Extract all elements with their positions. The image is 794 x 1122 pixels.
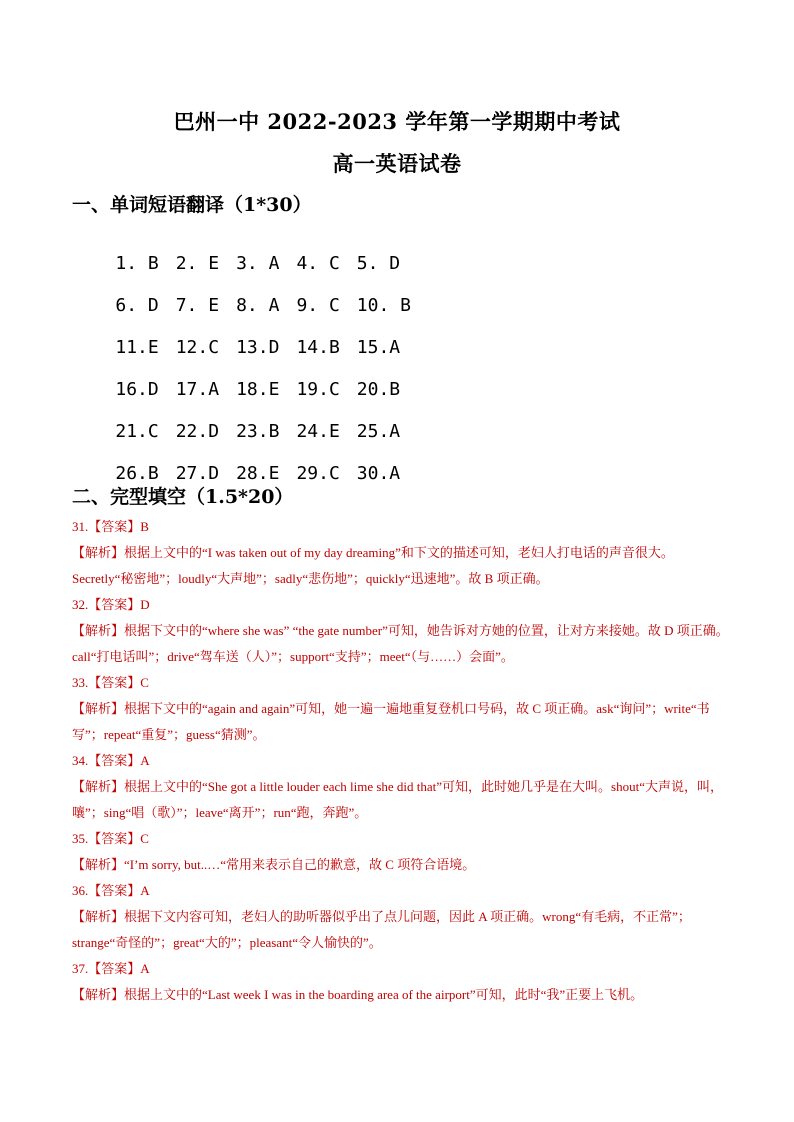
question-explanation: 【解析】根据下文中的“again and again”可知，她一遍一遍地重复登机口号码，故 C 项正确。ask“询问”；write“书写”；repeat“重复”；guess“猜测”。 xyxy=(72,701,710,742)
answer-item: 29.C xyxy=(296,463,340,484)
answer-item: 5. D xyxy=(356,253,401,274)
page-subtitle: 高一英语试卷 xyxy=(332,151,462,176)
answer-item: 10. B xyxy=(356,295,411,316)
section-heading-vocab: 一、单词短语翻译（1*30） xyxy=(72,194,312,216)
question-block xyxy=(72,878,732,956)
question-answer: 35.【答案】C xyxy=(72,831,149,846)
question-explanation: 【解析】根据上文中的“Last week I was in the boarding area of the airport”可知，此时“我”正要上飞机。 xyxy=(72,987,644,1002)
answer-item: 7. E xyxy=(175,295,220,316)
answer-item: 26.B xyxy=(115,463,159,484)
answer-item: 24.E xyxy=(296,421,340,442)
answer-item: 15.A xyxy=(356,337,401,358)
question-explanation: 【解析】根据上文中的“I was taken out of my day dreaming”和下文的描述可知，老妇人打电话的声音很大。Secretly“秘密地”；loudly“大声地”；sadly“悲伤地”；quickly“迅速地”。故 B 项正确。 xyxy=(72,545,674,586)
answer-item: 2. E xyxy=(175,253,220,274)
section-heading-cloze: 二、完型填空（1.5*20） xyxy=(72,486,294,508)
question-explanation: 【解析】“I’m sorry, but..…“常用来表示自己的歉意，故 C 项符合语境。 xyxy=(72,857,476,872)
question-answer: 34.【答案】A xyxy=(72,753,150,768)
answer-item: 23.B xyxy=(236,421,280,442)
answer-item: 13.D xyxy=(236,337,280,358)
answer-item: 19.C xyxy=(296,379,340,400)
answer-item: 25.A xyxy=(356,421,401,442)
answer-item: 4. C xyxy=(296,253,340,274)
answer-item: 21.C xyxy=(115,421,159,442)
answer-item: 14.B xyxy=(296,337,340,358)
answer-item: 3. A xyxy=(236,253,280,274)
question-answer: 32.【答案】D xyxy=(72,597,150,612)
question-answer: 33.【答案】C xyxy=(72,675,149,690)
answer-item: 18.E xyxy=(236,379,280,400)
answer-item: 27.D xyxy=(175,463,220,484)
question-explanation: 【解析】根据上文中的“She got a little louder each lime she did that”可知，此时她几乎是在大叫。shout“大声说，叫，嚷”；sing“唱（歌）”；leave“离开”；run“跑，奔跑”。 xyxy=(72,779,724,820)
question-block xyxy=(72,956,732,1008)
answer-item: 12.C xyxy=(175,337,220,358)
question-block xyxy=(72,826,732,878)
question-explanation: 【解析】根据下文内容可知，老妇人的助听器似乎出了点儿问题，因此 A 项正确。wrong“有毛病，不正常”；strange“奇怪的”；great“大的”；pleasant“令人愉快的”。 xyxy=(72,909,691,950)
question-answer: 37.【答案】A xyxy=(72,961,150,976)
answer-item: 30.A xyxy=(356,463,401,484)
answer-item: 22.D xyxy=(175,421,220,442)
answer-item: 28.E xyxy=(236,463,280,484)
question-explanation: 【解析】根据下文中的“where she was” “the gate number”可知，她告诉对方她的位置，让对方来接她。故 D 项正确。call“打电话叫”；drive“驾车送（人）”；support“支持”；meet“（与……）会面”。 xyxy=(72,623,729,664)
answer-item: 9. C xyxy=(296,295,340,316)
answer-item: 1. B xyxy=(115,253,159,274)
question-block xyxy=(72,748,732,826)
question-block xyxy=(72,670,732,748)
question-answer: 36.【答案】A xyxy=(72,883,150,898)
question-block xyxy=(72,514,732,592)
answer-item: 17.A xyxy=(175,379,220,400)
question-answer: 31.【答案】B xyxy=(72,519,149,534)
page-title: 巴州一中 2022-2023 学年第一学期期中考试 xyxy=(173,109,621,134)
answer-item: 11.E xyxy=(115,337,159,358)
answer-item: 8. A xyxy=(236,295,280,316)
answer-item: 20.B xyxy=(356,379,401,400)
answer-item: 6. D xyxy=(115,295,159,316)
answer-item: 16.D xyxy=(115,379,159,400)
question-block xyxy=(72,592,732,670)
